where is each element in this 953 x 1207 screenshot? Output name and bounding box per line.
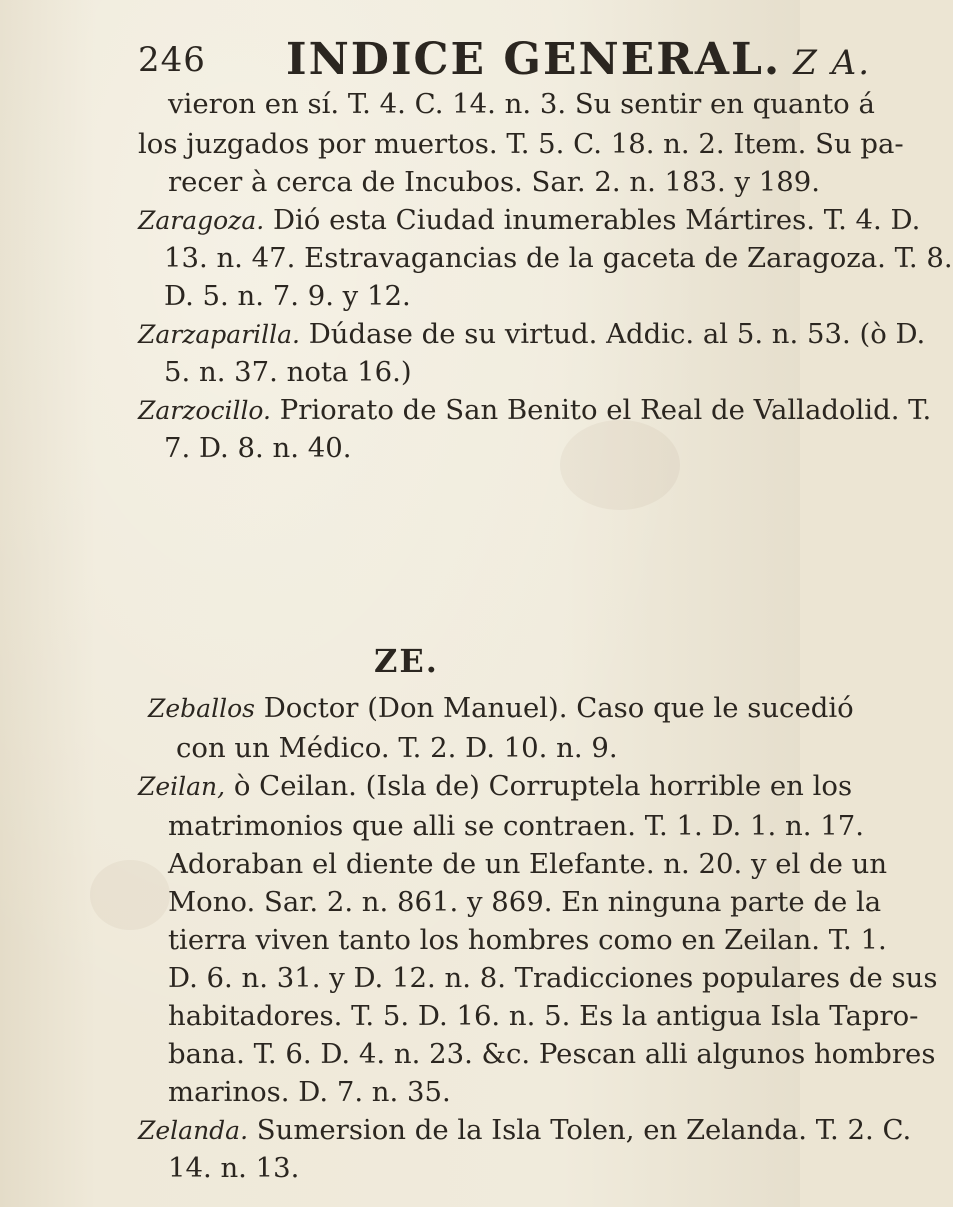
index-line: matrimonios que alli se contraen. T. 1. D. 1. n. 17. xyxy=(168,810,864,842)
index-line: Mono. Sar. 2. n. 861. y 869. En ninguna parte de la xyxy=(168,886,882,918)
index-line: 14. n. 13. xyxy=(168,1152,300,1184)
index-entry: Zaragoza. Dió esta Ciudad inumerables Mártires. T. 4. D. xyxy=(138,204,921,236)
entry-lemma: Zelanda. xyxy=(138,1116,249,1145)
entry-lemma: Zarzocillo. xyxy=(138,396,271,425)
index-entry: Zeilan, ò Ceilan. (Isla de) Corruptela horrible en los xyxy=(138,770,853,802)
index-entry: Zeballos Doctor (Don Manuel). Caso que le sucedió xyxy=(148,692,854,724)
index-entry: Zarzaparilla. Dúdase de su virtud. Addic. al 5. n. 53. (ò D. xyxy=(138,318,926,350)
index-line: vieron en sí. T. 4. C. 14. n. 3. Su sentir en quanto á xyxy=(168,88,875,120)
section-heading: ZE. xyxy=(374,642,439,680)
index-line: 7. D. 8. n. 40. xyxy=(164,432,352,464)
page-number: 246 xyxy=(138,40,206,80)
entry-lemma: Zeilan, xyxy=(138,772,226,801)
index-line: los juzgados por muertos. T. 5. C. 18. n. 2. Item. Su pa- xyxy=(138,128,904,160)
index-entry: Zarzocillo. Priorato de San Benito el Real de Valladolid. T. xyxy=(138,394,932,426)
index-line: D. 5. n. 7. 9. y 12. xyxy=(164,280,411,312)
index-line: recer à cerca de Incubos. Sar. 2. n. 183. y 189. xyxy=(168,166,821,198)
index-entry: Zelanda. Sumersion de la Isla Tolen, en Zelanda. T. 2. C. xyxy=(138,1114,912,1146)
entry-lemma: Zeballos xyxy=(148,694,255,723)
index-line: 13. n. 47. Estravagancias de la gaceta de Zaragoza. T. 8. xyxy=(164,242,953,274)
index-line: marinos. D. 7. n. 35. xyxy=(168,1076,451,1108)
entry-lemma: Zaragoza. xyxy=(138,206,265,235)
index-line: 5. n. 37. nota 16.) xyxy=(164,356,412,388)
index-line: con un Médico. T. 2. D. 10. n. 9. xyxy=(176,732,618,764)
running-title-letters: Z A. xyxy=(793,43,872,83)
index-line: habitadores. T. 5. D. 16. n. 5. Es la antigua Isla Tapro- xyxy=(168,1000,919,1032)
index-line: bana. T. 6. D. 4. n. 23. &c. Pescan alli algunos hombres xyxy=(168,1038,936,1070)
index-line: tierra viven tanto los hombres como en Zeilan. T. 1. xyxy=(168,924,887,956)
index-line: D. 6. n. 31. y D. 12. n. 8. Tradicciones populares de sus xyxy=(168,962,938,994)
entry-lemma: Zarzaparilla. xyxy=(138,320,300,349)
running-title-text: INDICE GENERAL. xyxy=(286,34,782,85)
index-line: Adoraban el diente de un Elefante. n. 20. y el de un xyxy=(168,848,888,880)
